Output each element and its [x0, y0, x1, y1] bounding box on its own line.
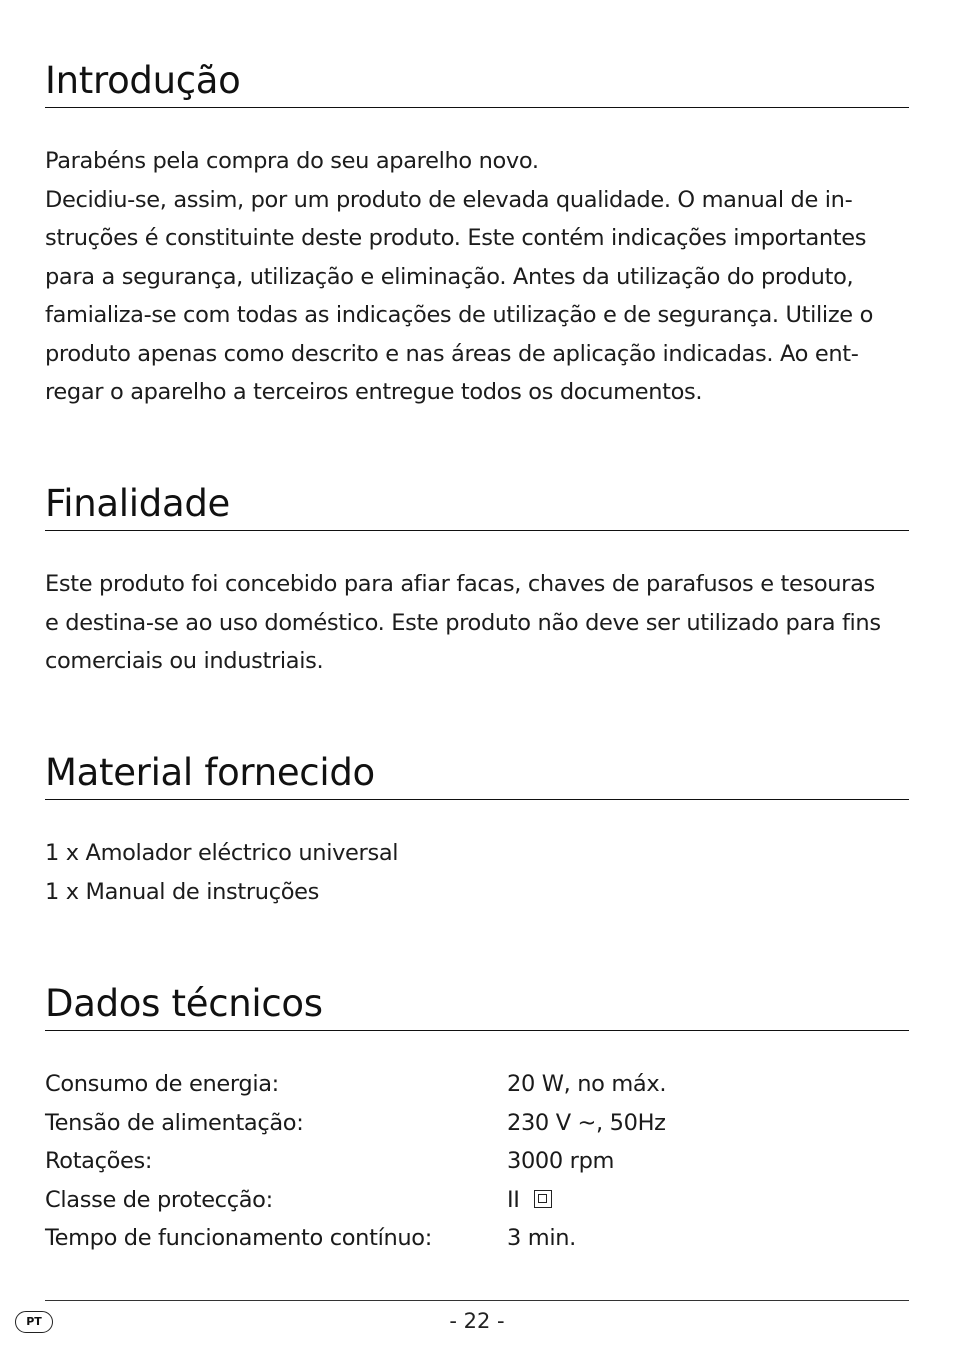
section-divider — [45, 107, 909, 108]
spec-row — [45, 1065, 909, 1104]
spec-value: 20 W, no máx. — [507, 1071, 667, 1097]
section-dados-tecnicos — [45, 981, 909, 1258]
section-title-dados: Dados técnicos — [45, 982, 323, 1025]
list-item: 1 x Amolador eléctrico universal — [45, 840, 399, 866]
spec-label: Classe de protecção: — [45, 1186, 273, 1213]
footer-divider — [45, 1300, 909, 1301]
spec-row — [45, 1104, 909, 1143]
spec-value-class — [507, 1181, 552, 1220]
paragraph-line: regar o aparelho a terceiros entregue todos os documentos. — [45, 379, 703, 405]
spec-row — [45, 1142, 909, 1181]
section-divider — [45, 1030, 909, 1031]
section-finalidade — [45, 481, 909, 681]
section-divider — [45, 799, 909, 800]
finalidade-paragraph — [45, 565, 909, 681]
spec-label: Tempo de funcionamento contínuo: — [45, 1225, 432, 1251]
section-title-material: Material fornecido — [45, 751, 375, 794]
section-divider — [45, 530, 909, 531]
paragraph-line: para a segurança, utilização e eliminação. Antes da utilização do produto, — [45, 263, 854, 290]
section-title-finalidade: Finalidade — [45, 482, 230, 525]
spec-label: Tensão de alimentação: — [45, 1109, 304, 1136]
paragraph-line: e destina-se ao uso doméstico. Este produto não deve ser utilizado para fins — [45, 609, 881, 636]
class-ii-double-square-icon — [534, 1190, 552, 1208]
section-material-fornecido — [45, 750, 909, 911]
paragraph-line: struções é constituinte deste produto. Este contém indicações importantes — [45, 225, 867, 251]
spec-value: II — [507, 1186, 520, 1213]
material-list — [45, 834, 909, 911]
intro-paragraph — [45, 142, 909, 412]
page-number: - 22 - — [449, 1309, 505, 1333]
paragraph-line: comerciais ou industriais. — [45, 648, 324, 674]
spec-label: Rotações: — [45, 1148, 153, 1174]
spec-value: 3000 rpm — [507, 1148, 615, 1174]
list-item: 1 x Manual de instruções — [45, 878, 319, 905]
language-badge: PT — [15, 1311, 53, 1333]
paragraph-line: famializa-se com todas as indicações de utilização e de segurança. Utilize o — [45, 302, 874, 328]
section-title-introducao: Introdução — [45, 59, 241, 102]
paragraph-line: produto apenas como descrito e nas áreas de aplicação indicadas. Ao ent- — [45, 340, 859, 367]
spec-label: Consumo de energia: — [45, 1071, 279, 1097]
spec-value: 230 V ~, 50Hz — [507, 1109, 666, 1136]
specs-table — [45, 1065, 909, 1258]
paragraph-line: Este produto foi concebido para afiar facas, chaves de parafusos e tesouras — [45, 571, 875, 597]
paragraph-line: Decidiu-se, assim, por um produto de elevada qualidade. O manual de in- — [45, 186, 853, 213]
spec-row — [45, 1181, 909, 1220]
section-introducao — [45, 58, 909, 412]
spec-row — [45, 1219, 909, 1258]
paragraph-line: Parabéns pela compra do seu aparelho novo. — [45, 148, 539, 174]
spec-value: 3 min. — [507, 1225, 576, 1251]
